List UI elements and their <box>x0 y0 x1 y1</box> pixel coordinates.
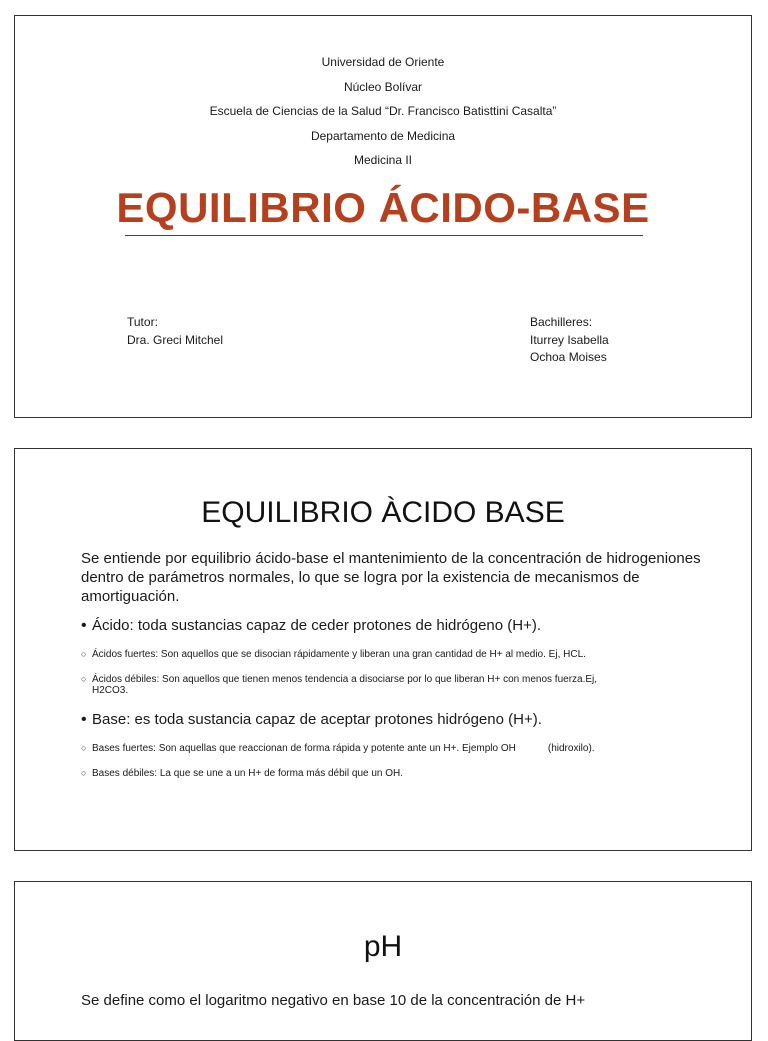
acid-weak-line-1: Ácidos débiles: Son aquellos que tienen menos tendencia a disociarse por lo que liberan H+ con menos fuerza.Ej, <box>92 674 598 685</box>
circle-bullet-icon: ○ <box>81 649 87 659</box>
students-block <box>530 314 609 367</box>
acid-strong-item <box>81 649 691 660</box>
student-name: Iturrey Isabella <box>530 332 609 347</box>
acid-strong-text: Ácidos fuertes: Son aquellos que se disocian rápidamente y liberan una gran cantidad de H+ al medio. Ej, HCL. <box>92 649 586 660</box>
base-strong-item <box>81 743 691 754</box>
base-bullet-text: Base: es toda sustancia capaz de aceptar protones hidrógeno (H+). <box>92 711 542 728</box>
definitions-slide <box>14 448 752 851</box>
acid-weak-line-2: H2CO3. <box>92 685 129 696</box>
base-weak-item <box>81 768 691 779</box>
circle-bullet-icon: ○ <box>81 743 87 753</box>
circle-bullet-icon: ○ <box>81 674 87 684</box>
tutor-label: Tutor: <box>127 315 158 329</box>
circle-bullet-icon: ○ <box>81 768 87 778</box>
intro-paragraph: Se entiende por equilibrio ácido-base el mantenimiento de la concentración de hidrogeniones dentro de parámetros normales, lo que se logra por la existencia de mecanismos de amortiguación. <box>81 550 701 605</box>
ph-slide <box>14 881 752 1041</box>
slide-heading: pH <box>363 930 403 963</box>
base-bullet <box>81 711 542 729</box>
university-name: Universidad de Oriente <box>321 55 445 69</box>
base-strong-main: Bases fuertes: Son aquellas que reaccionan de forma rápida y potente ante un H+. Ejemplo OH <box>92 743 516 754</box>
institution-header <box>15 50 751 173</box>
bullet-icon: • <box>81 711 87 728</box>
acid-weak-item <box>81 674 691 696</box>
department-name: Departamento de Medicina <box>310 128 456 143</box>
acid-weak-text <box>92 674 688 696</box>
students-label: Bachilleres: <box>530 315 593 329</box>
bullet-icon: • <box>81 617 87 634</box>
base-strong-tail: (hidroxilo). <box>547 743 595 754</box>
base-strong-text <box>92 743 688 754</box>
slide-heading: EQUILIBRIO ÀCIDO BASE <box>201 496 565 529</box>
tutor-block <box>127 314 223 349</box>
course-name: Medicina II <box>353 153 413 168</box>
ph-definition: Se define como el logaritmo negativo en base 10 de la concentración de H+ <box>81 992 586 1009</box>
base-weak-text: Bases débiles: La que se une a un H+ de forma más débil que un OH. <box>92 768 404 779</box>
tutor-name: Dra. Greci Mitchel <box>127 332 224 347</box>
title-underline <box>125 235 643 236</box>
student-name: Ochoa Moises <box>530 350 607 364</box>
presentation-title: EQUILIBRIO ÁCIDO-BASE <box>116 184 650 231</box>
acid-bullet <box>81 617 541 635</box>
title-slide <box>14 15 752 418</box>
school-name: Escuela de Ciencias de la Salud “Dr. Francisco Batisttini Casalta” <box>209 104 557 119</box>
acid-bullet-text: Ácido: toda sustancias capaz de ceder protones de hidrógeno (H+). <box>92 617 542 634</box>
nucleus-name: Núcleo Bolívar <box>343 79 423 94</box>
